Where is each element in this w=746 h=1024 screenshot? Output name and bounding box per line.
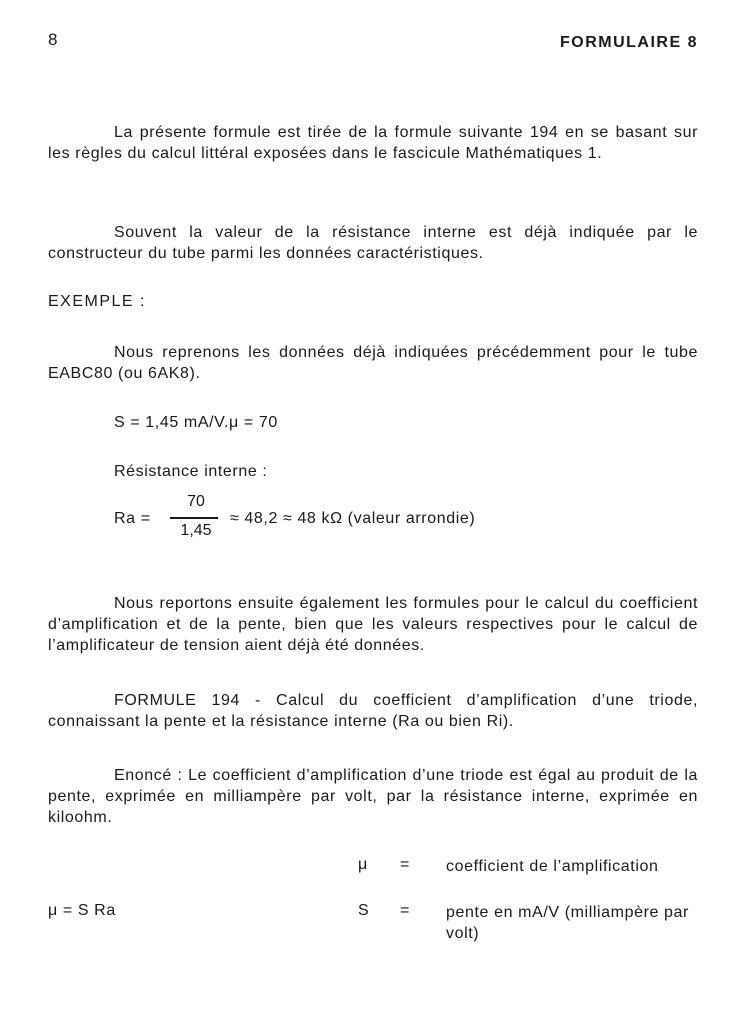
paragraph-formulas-note-text: Nous reportons ensuite également les formules pour le calcul du coefficient d’amplification et de la pente, bien que les valeurs respectives pour le calcul de l’amplificateur de tension aient déjà été données. — [48, 595, 698, 654]
statement-text: Enoncé : Le coefficient d’amplification d’une triode est égal au produit de la pente, exprimée en milliampère par volt, par la résistance interne, exprimée en kiloohm. — [48, 767, 698, 826]
formula-expression: μ = S Ra — [48, 902, 116, 919]
definition-equals-s: = — [400, 902, 410, 919]
definition-symbol-mu: μ — [358, 856, 368, 873]
ra-lhs: Ra = — [114, 510, 151, 527]
definition-text-mu: coefficient de l’amplification — [446, 858, 659, 875]
formula-194-title-text: FORMULE 194 - Calcul du coefficient d’amplification d’une triode, connaissant la pente et la résistance interne (Ra ou bien Ri). — [48, 692, 698, 730]
paragraph-formulas-note — [48, 593, 698, 656]
given-values: S = 1,45 mA/V.μ = 70 — [114, 414, 278, 431]
fraction-denominator: 1,45 — [180, 522, 212, 539]
definition-text-s: pente en mA/V (milliampère par volt) — [446, 904, 689, 942]
ra-result: ≈ 48,2 ≈ 48 kΩ (valeur arrondie) — [230, 510, 476, 527]
paragraph-internal-resistance — [48, 222, 698, 264]
definition-equals-mu: = — [400, 856, 410, 873]
fraction-bar — [170, 517, 218, 519]
internal-resistance-label: Résistance interne : — [114, 463, 268, 480]
definition-symbol-s: S — [358, 902, 369, 919]
formula-194-title — [48, 690, 698, 732]
paragraph-intro — [48, 122, 698, 164]
paragraph-example — [48, 342, 698, 384]
fraction-numerator: 70 — [187, 493, 205, 510]
statement — [48, 765, 698, 828]
paragraph-intro-text: La présente formule est tirée de la formule suivante 194 en se basant sur les règles du calcul littéral exposées dans le fascicule Mathématiques 1. — [48, 124, 698, 162]
paragraph-internal-resistance-text: Souvent la valeur de la résistance interne est déjà indiquée par le constructeur du tube parmi les données caractéristiques. — [48, 224, 698, 262]
paragraph-example-text: Nous reprenons les données déjà indiquées précédemment pour le tube EABC80 (ou 6AK8). — [48, 344, 698, 382]
example-heading: EXEMPLE : — [48, 293, 146, 310]
page-number: 8 — [48, 30, 58, 49]
running-head: FORMULAIRE 8 — [560, 34, 698, 51]
